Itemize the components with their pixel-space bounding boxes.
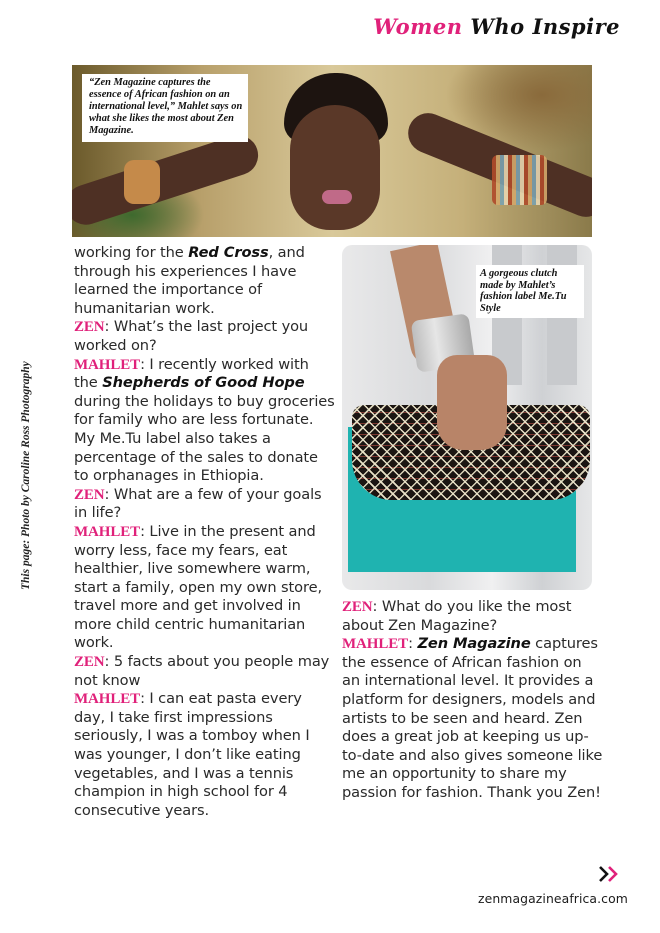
header-title-who-inspire: Who Inspire <box>470 14 620 39</box>
article-left-column <box>74 244 336 820</box>
speaker-zen: ZEN <box>342 599 373 615</box>
clutch-photo <box>342 245 592 590</box>
speaker-mahlet: MAHLET <box>74 356 141 373</box>
photo-hand <box>437 355 507 450</box>
question-like-most: ZEN: What do you like the most about Zen Magazine? <box>342 598 572 634</box>
paragraph-red-cross: working for the Red Cross, and through his experiences I have learned the importance of humanitarian work. <box>74 244 305 317</box>
zen-magazine-emphasis: Zen Magazine <box>417 635 531 653</box>
photo-face <box>290 105 380 230</box>
question-goals: ZEN: What are a few of your goals in life? <box>74 485 322 522</box>
double-chevron-right-icon[interactable] <box>598 864 620 884</box>
photo-arm-left <box>72 130 263 230</box>
answer-goals: MAHLET: Live in the present and worry less, face my fears, eat healthier, live somewhere warm, start a family, open my own store, travel more and get involved in more child centric humanitarian work. <box>74 522 322 652</box>
speaker-zen: ZEN <box>74 486 105 503</box>
speaker-zen: ZEN <box>74 654 105 671</box>
shepherds-emphasis: Shepherds of Good Hope <box>102 374 305 392</box>
photo-bracelets <box>492 155 547 205</box>
header-title-women: Women <box>373 14 463 39</box>
photo-credit: This page: Photo by Caroline Ross Photography <box>20 361 32 590</box>
photo-lips <box>322 190 352 204</box>
red-cross-emphasis: Red Cross <box>188 244 269 261</box>
clutch-photo-caption: A gorgeous clutch made by Mahlet’s fashion label Me.Tu Style <box>476 265 584 318</box>
hero-photo-caption: “Zen Magazine captures the essence of African fashion on an international level,” Mahlet says on what she likes the most about Zen Magazine. <box>82 74 248 142</box>
speaker-mahlet: MAHLET <box>74 523 141 540</box>
speaker-mahlet: MAHLET <box>342 636 409 653</box>
question-five-facts: ZEN: 5 facts about you people may not know <box>74 653 330 689</box>
answer-last-project: MAHLET: I recently worked with the Shepherds of Good Hope during the holidays to buy groceries for family who are less fortunate. My Me.Tu label also takes a percentage of the sales to donate to orphanages in Ethiopia. <box>74 355 335 485</box>
hero-photo <box>72 65 592 237</box>
speaker-zen: ZEN <box>74 319 105 336</box>
section-header <box>373 14 620 39</box>
article-right-column <box>342 598 604 803</box>
question-last-project: ZEN: What’s the last project you worked on? <box>74 318 309 354</box>
answer-like-most: MAHLET: Zen Magazine captures the essence of African fashion on an international level. It provides a platform for designers, models and artists to be seen and heard. Zen does a great job at keeping us up-to-date and also gives someone like me an opportunity to share my passion for fashion. Thank you Zen! <box>342 635 603 801</box>
website-url[interactable]: zenmagazineafrica.com <box>478 891 628 906</box>
answer-five-facts: MAHLET: I can eat pasta every day, I take first impressions seriously, I was a tomboy when I was younger, I don’t like eating vegetables, and I was a tennis champion in high school for 4 consecutive years. <box>74 690 310 819</box>
photo-bangle <box>124 160 160 204</box>
speaker-mahlet: MAHLET <box>74 691 141 708</box>
